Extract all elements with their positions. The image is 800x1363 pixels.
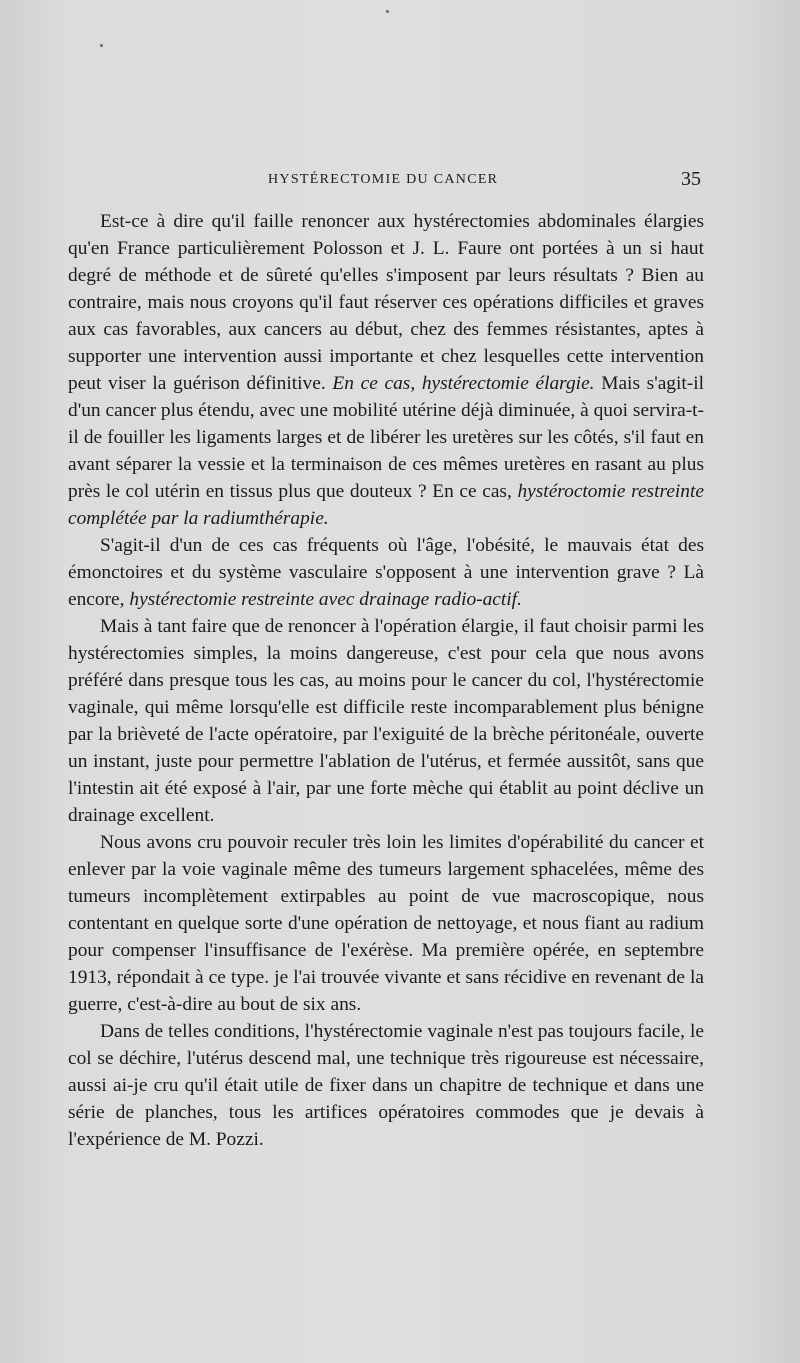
paragraph (68, 1018, 704, 1153)
italic-segment: En ce cas, hystérectomie élargie. (332, 373, 595, 394)
paper-speck (386, 10, 389, 13)
paragraph (68, 613, 704, 829)
paragraph (68, 829, 704, 1018)
running-title: HYSTÉRECTOMIE DU CANCER (268, 172, 499, 187)
page-header (0, 168, 800, 198)
text-segment: Dans de telles conditions, l'hystérectomie vaginale n'est pas toujours facile, le col se déchire, l'utérus descend mal, une technique très rigoureuse est nécessaire, aussi ai-je cru qu'il était utile de fixer dans un chapitre de technique et dans une série de planches, tous les artifices opératoires commodes que je devais à l'expérience de M. Pozzi. (68, 1021, 704, 1150)
text-segment: Mais à tant faire que de renoncer à l'opération élargie, il faut choisir parmi les hystérectomies simples, la moins dangereuse, c'est pour cela que nous avons préféré dans presque tous les cas, au moins pour le cancer du col, l'hystérectomie vaginale, qui même lorsqu'elle est difficile reste incomparablement plus bénigne par la brièveté de l'acte opératoire, par l'exiguité de la brèche péritonéale, ouverte un instant, juste pour permettre l'ablation de l'utérus, et fermée aussitôt, sans que l'intestin ait été exposé à l'air, par une forte mèche qui établit au point déclive un drainage excellent. (68, 616, 704, 826)
text-segment: S'agit-il d'un de ces cas fréquents où l'âge, l'obésité, le mauvais état des émonctoires et du système vasculaire s'opposent à une intervention grave ? Là encore, (68, 535, 704, 610)
body-text (68, 208, 704, 1153)
text-segment: Nous avons cru pouvoir reculer très loin les limites d'opérabilité du cancer et enlever par la voie vaginale même des tumeurs largement sphacelées, même des tumeurs incomplètement extirpables au point de vue macroscopique, nous contentant en quelque sorte d'une opération de nettoyage, et nous fiant au radium pour compenser l'insuffisance de l'exérèse. Ma première opérée, en septembre 1913, répondait à ce type. je l'ai trouvée vivante et sans récidive en revenant de la guerre, c'est-à-dire au bout de six ans. (68, 832, 704, 1015)
paper-speck (100, 44, 103, 47)
paragraph (68, 208, 704, 532)
text-segment: Est-ce à dire qu'il faille renoncer aux hystérectomies abdominales élargies qu'en France particulièrement Polosson et J. L. Faure ont portées à un si haut degré de méthode et de sûreté qu'elles s'imposent par leurs résultats ? Bien au contraire, mais nous croyons qu'il faut réserver ces opérations difficiles et graves aux cas favorables, aux cancers au début, chez des femmes résistantes, aptes à supporter une intervention aussi importante et chez lesquelles cette intervention peut viser la guérison définitive. (68, 211, 704, 394)
italic-segment: hystéroctomie restreinte complétée par la radiumthérapie. (68, 481, 704, 529)
paragraph (68, 532, 704, 613)
italic-segment: hystérectomie restreinte avec drainage radio-actif. (129, 589, 522, 610)
page-number: 35 (681, 168, 701, 190)
text-segment: Mais s'agit-il d'un cancer plus étendu, avec une mobilité utérine déjà diminuée, à quoi servira-t-il de fouiller les ligaments larges et de libérer les uretères sur les côtés, s'il faut en avant séparer la vessie et la terminaison de ces mêmes uretères en rasant au plus près le col utérin en tissus plus que douteux ? En ce cas, (68, 373, 705, 502)
